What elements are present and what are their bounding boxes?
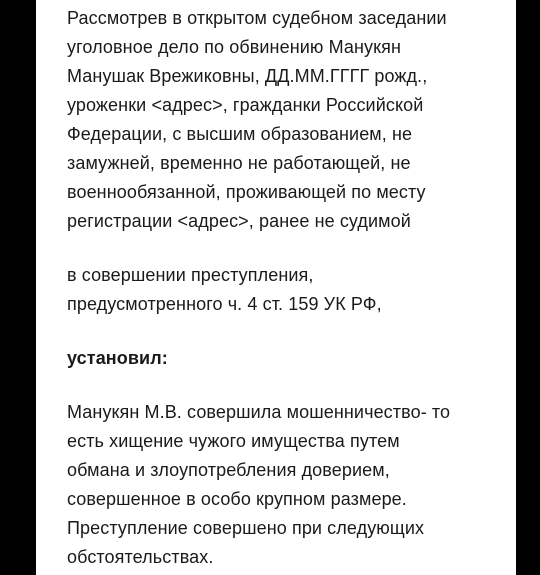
finding-line: Манукян М.В. совершила мошенничество- то xyxy=(67,402,451,422)
intro-line: регистрации <адрес>, ранее не судимой xyxy=(67,211,411,231)
intro-line: уроженки <адрес>, гражданки Российской xyxy=(67,95,424,115)
intro-line: уголовное дело по обвинению Манукян xyxy=(67,37,402,57)
paragraph-spacer xyxy=(67,236,512,261)
finding-line: совершенное в особо крупном размере. xyxy=(67,489,407,509)
charge-line: предусмотренного ч. 4 ст. 159 УК РФ, xyxy=(67,294,382,314)
charge-paragraph xyxy=(67,261,512,319)
document-text xyxy=(67,4,512,572)
ruling-heading-block xyxy=(67,344,512,373)
finding-line: Преступление совершено при следующих xyxy=(67,518,425,538)
finding-paragraph xyxy=(67,398,512,572)
ruling-heading: установил: xyxy=(67,348,168,368)
intro-line: военнообязанной, проживающей по месту xyxy=(67,182,426,202)
paragraph-spacer xyxy=(67,319,512,344)
finding-line: обстоятельствах. xyxy=(67,547,214,567)
intro-line: Манушак Врежиковны, ДД.ММ.ГГГГ рожд., xyxy=(67,66,428,86)
document-page xyxy=(36,0,516,575)
intro-line: Рассмотрев в открытом судебном заседании xyxy=(67,8,447,28)
intro-line: Федерации, с высшим образованием, не xyxy=(67,124,413,144)
intro-line: замужней, временно не работающей, не xyxy=(67,153,411,173)
intro-paragraph xyxy=(67,4,512,236)
charge-line: в совершении преступления, xyxy=(67,265,314,285)
finding-line: есть хищение чужого имущества путем xyxy=(67,431,400,451)
finding-line: обмана и злоупотребления доверием, xyxy=(67,460,390,480)
paragraph-spacer xyxy=(67,373,512,398)
